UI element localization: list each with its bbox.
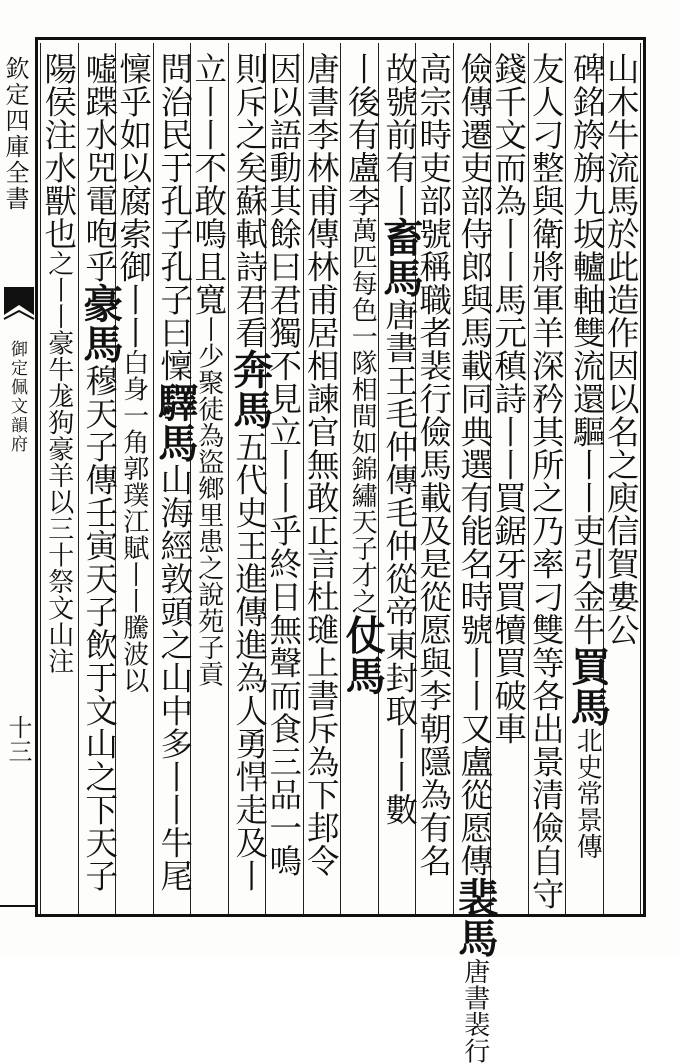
text-column [602,52,641,646]
column-text: 儉傳遷吏部侍郎與馬載同典選有能名時號丨丨又盧從愿傳 [455,52,494,877]
column-text: 友人刁整與衛將軍羊深矜其所之乃率刁雙等各出景清儉自守 [527,52,566,910]
column-text: 陽侯注水獸也 [39,52,78,250]
entry-headword: 仗馬 [339,614,387,696]
column-text: 問治民于孔子孔子曰懍 [155,52,194,382]
entry-headword: 畜馬 [376,217,424,298]
entry-headword: 裴馬 [451,877,499,958]
column-text: 碑銘旍旃九坂轤軸雙流還驅丨丨吏引金牛 [568,52,607,646]
text-column [264,52,303,877]
text-column [339,52,387,696]
margin-baseline [0,905,35,907]
text-column [376,52,424,826]
entry-headword: 奔馬 [226,349,274,430]
column-text: 錢千文而為丨丨馬元稹詩丨丨買鋸牙買犢買破車 [489,52,528,745]
column-text: 噓蹀水兕電咆乎 [80,52,119,283]
column-text: 唐書王毛仲傳毛仲從帝東封取丨丨數 [380,298,419,826]
entry-headword: 驛馬 [151,382,199,463]
column-text: 北史常景傳 [572,727,603,860]
text-column [189,52,228,687]
text-column [564,52,612,860]
entry-headword: 豪馬 [76,283,124,364]
sub-title: 御定佩文韻府 [7,340,27,454]
column-text: 立丨丨不敢鳴且寬 [189,52,228,316]
column-text: 唐書裴行 [459,958,490,1064]
column-text: 穆天子傳壬寅天子飲于文山之下天子 [80,364,119,892]
column-text: 唐書李林甫傳林甫居相諫官無敢正言杜璡上書斥為下邽令 [302,52,341,877]
column-text: 萬匹每色一隊相間如錦繡天子才之 [347,217,378,615]
column-text: 白身一角郭璞江賦丨丨騰波以 [118,349,149,694]
column-text: 丨少聚徒為盜鄉里患之說苑子貢 [193,316,224,687]
column-text: 山木牛流馬於此造作因以名之庾信賀婁公 [602,52,641,646]
column-text: 則斥之矣蘇軾詩君看 [230,52,269,349]
column-text: 山海經敦頭之山中多丨丨牛尾 [155,463,194,892]
text-column [302,52,341,877]
text-column [527,52,566,910]
column-text: 丨後有盧李 [343,52,382,217]
column-text: 因以語動其餘曰君獨不見立丨丨乎終日無聲而食三品一鳴 [264,52,303,877]
text-column [451,52,499,1064]
book-title: 欽定四庫全書 [1,56,29,212]
text-column [414,52,453,877]
text-column [489,52,528,745]
column-text: 高宗時吏部號稱職者裴行儉馬載及是從愿與李朝隱為有名 [414,52,453,877]
text-column [226,52,274,892]
column-text: 之丨丨豪牛尨狗豪羊以三十祭文山注 [43,250,74,674]
text-column [114,52,153,694]
column-text: 懍乎如以腐索御丨丨 [114,52,153,349]
column-text: 故號前有丨 [380,52,419,217]
text-column [39,52,78,674]
entry-headword: 買馬 [564,646,612,727]
text-column [76,52,124,892]
text-column [151,52,199,892]
fishtail-mark [2,285,36,325]
page-number: 十三 [4,715,32,763]
column-text: 五代史王進傳進為人勇悍走及丨 [230,430,269,892]
